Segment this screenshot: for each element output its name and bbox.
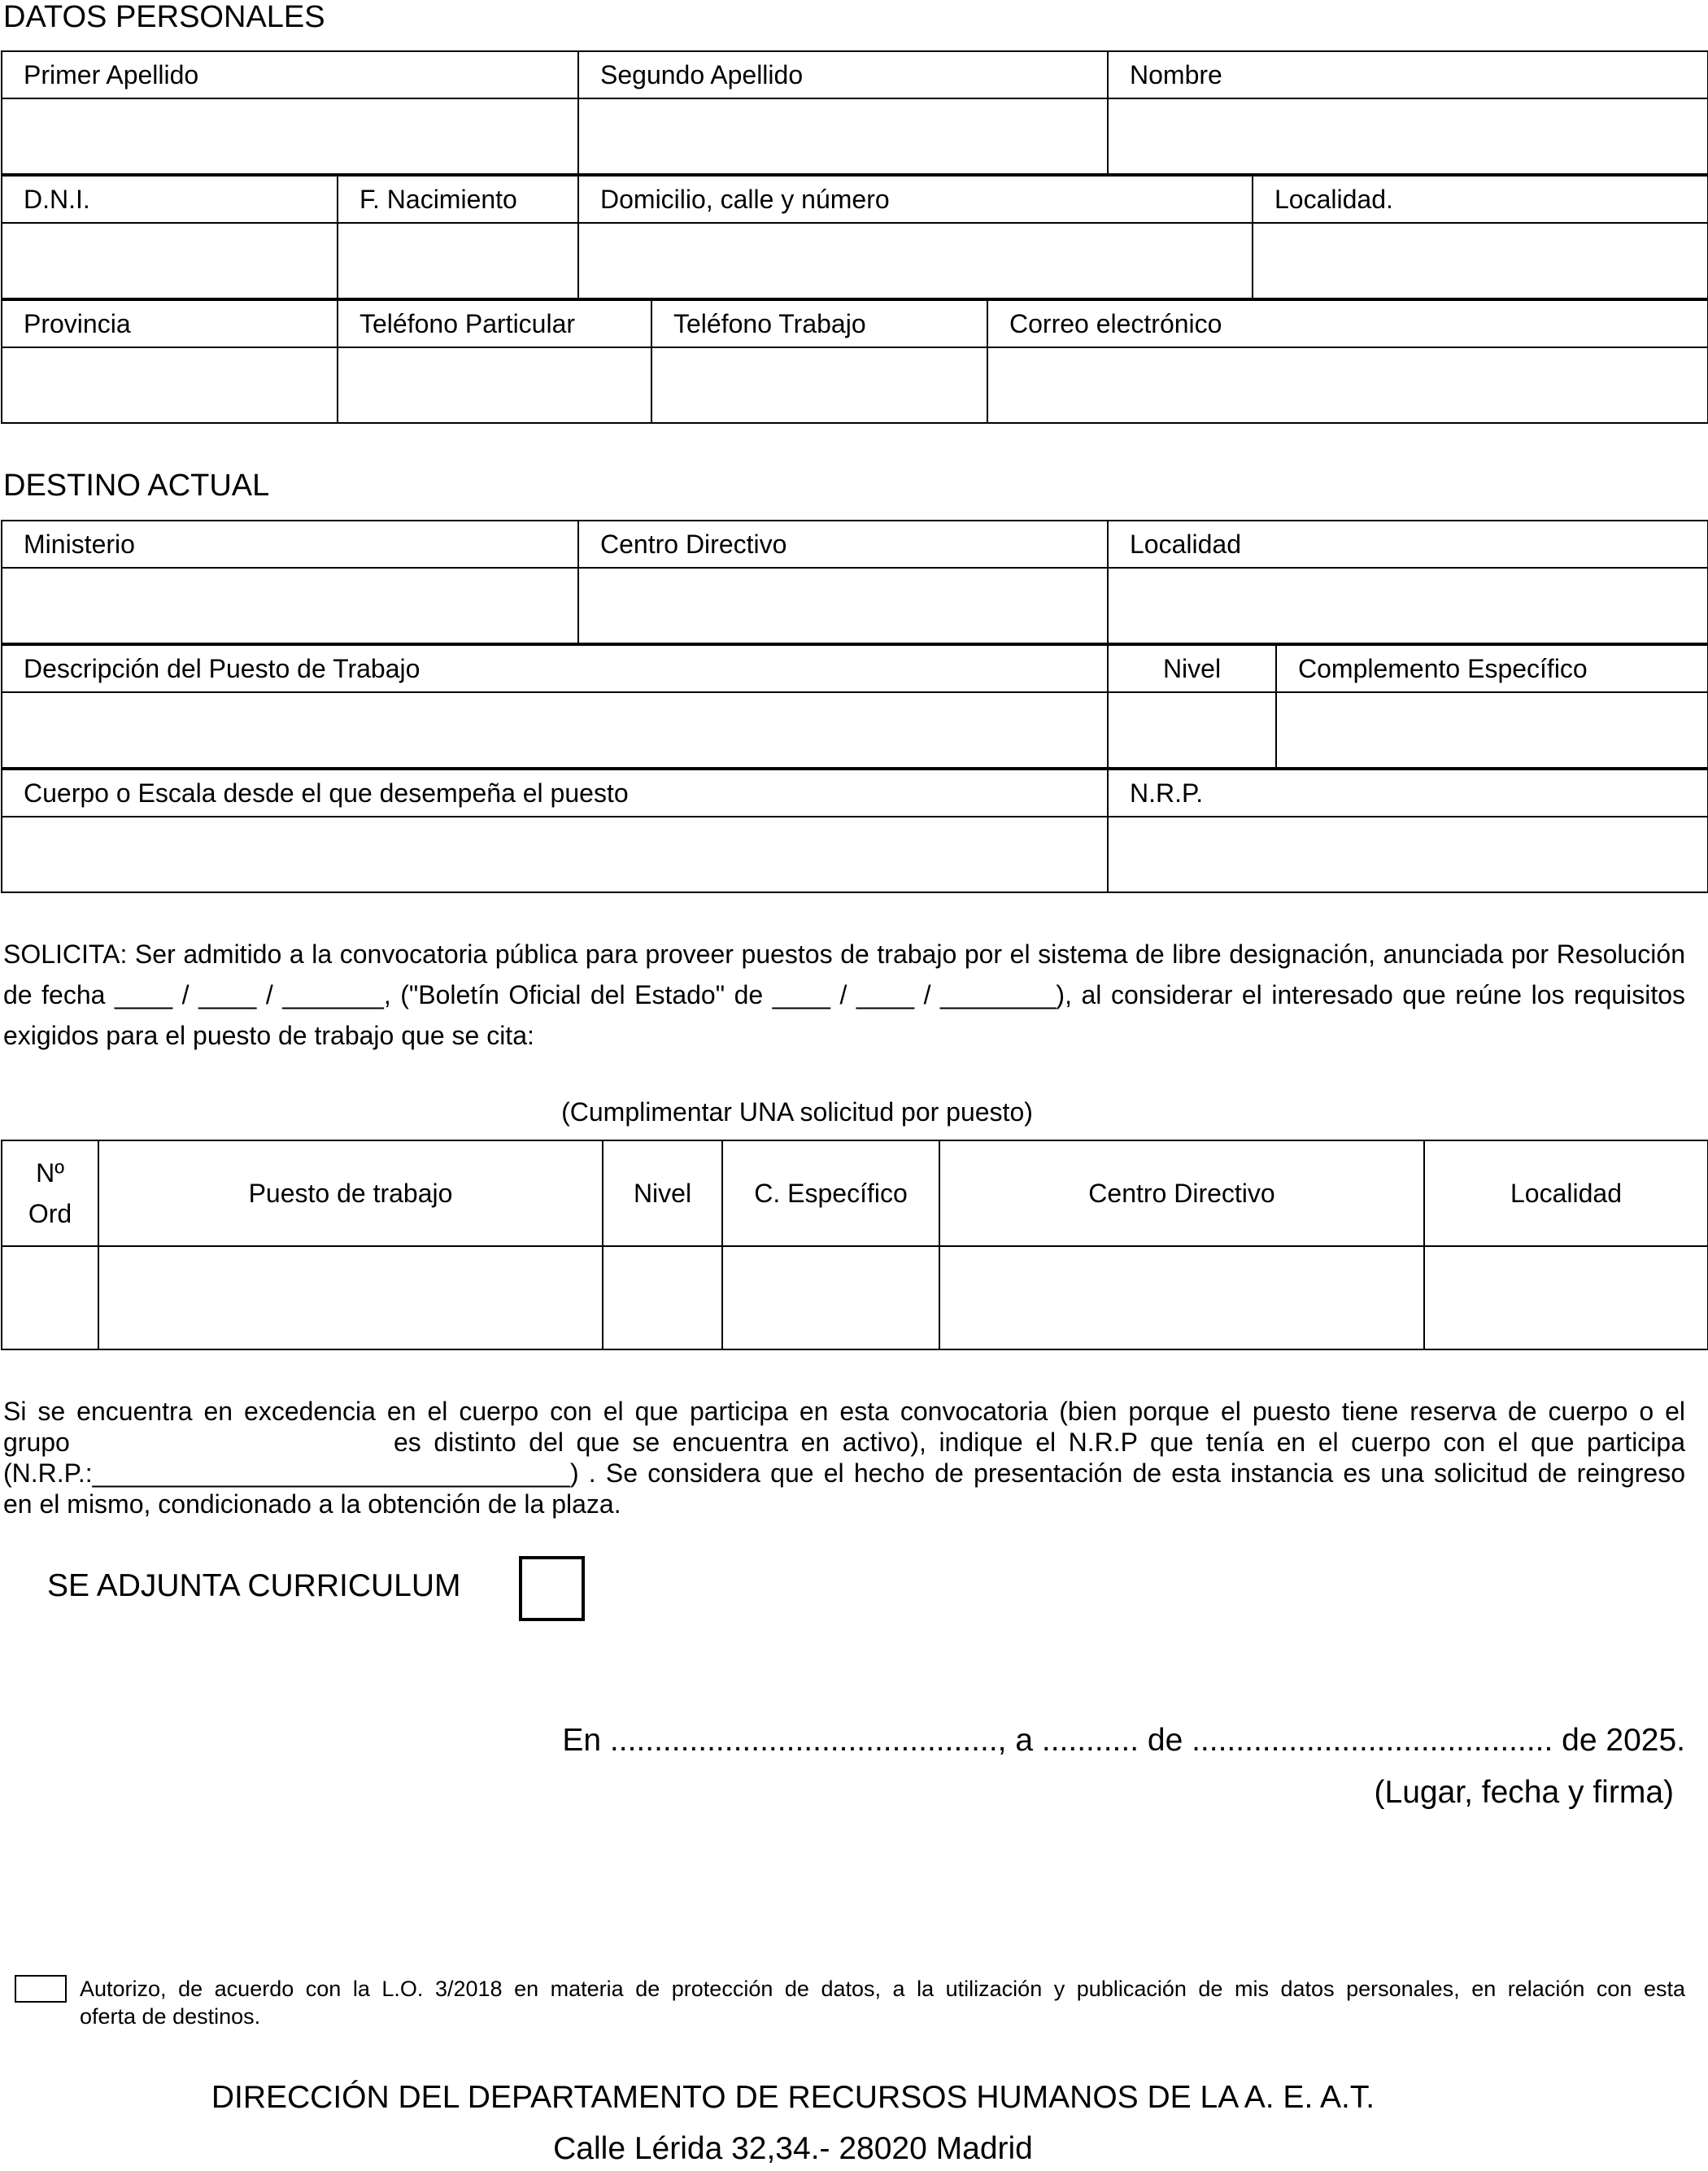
label-domicilio: Domicilio, calle y número <box>578 176 1253 223</box>
header-nivel: Nivel <box>603 1140 722 1246</box>
excedencia-line2-grupo: grupo <box>3 1428 70 1457</box>
label-telefono-trabajo: Teléfono Trabajo <box>651 300 987 347</box>
footer-direccion: DIRECCIÓN DEL DEPARTAMENTO DE RECURSOS HUMANOS DE LA A. E. A.T. <box>211 2080 1375 2115</box>
label-fecha-nacimiento: F. Nacimiento <box>338 176 578 223</box>
label-localidad-destino: Localidad <box>1108 521 1708 568</box>
label-descripcion-puesto: Descripción del Puesto de Trabajo <box>2 645 1108 692</box>
primer-apellido-field[interactable] <box>2 99 577 173</box>
label-provincia: Provincia <box>2 300 338 347</box>
correo-electronico-field[interactable] <box>988 348 1707 422</box>
nrp-field[interactable] <box>1109 817 1707 892</box>
header-num-ord: Nº Ord <box>2 1140 98 1246</box>
num-ord-field[interactable] <box>2 1247 98 1349</box>
puesto-nivel-field[interactable] <box>603 1247 721 1349</box>
provincia-field[interactable] <box>2 348 337 422</box>
destino-actual-row3 <box>1 769 1708 893</box>
solicita-line3: exigidos para el puesto de trabajo que se cita: <box>3 1021 534 1050</box>
fecha-nacimiento-field[interactable] <box>338 224 577 298</box>
solicita-paragraph <box>3 934 1685 1056</box>
puesto-table <box>1 1140 1708 1350</box>
label-localidad: Localidad. <box>1253 176 1708 223</box>
descripcion-puesto-field[interactable] <box>2 693 1107 767</box>
puesto-table-caption: (Cumplimentar UNA solicitud por puesto) <box>561 1097 1033 1127</box>
section-title-datos-personales: DATOS PERSONALES <box>3 0 325 34</box>
label-segundo-apellido: Segundo Apellido <box>578 51 1108 98</box>
section-title-destino-actual: DESTINO ACTUAL <box>3 469 270 503</box>
label-dni: D.N.I. <box>2 176 338 223</box>
label-primer-apellido: Primer Apellido <box>2 51 578 98</box>
excedencia-line2-rest: es distinto del que se encuentra en activo), indique el N.R.P que tenía en el cuerpo con el que participa <box>394 1428 1685 1457</box>
centro-directivo-field[interactable] <box>579 569 1107 643</box>
complemento-especifico-field[interactable] <box>1277 693 1707 767</box>
excedencia-line2 <box>3 1427 1685 1458</box>
label-nrp: N.R.P. <box>1108 769 1708 817</box>
header-localidad: Localidad <box>1424 1140 1708 1246</box>
puesto-centro-directivo-field[interactable] <box>940 1247 1423 1349</box>
label-nombre: Nombre <box>1108 51 1708 98</box>
footer-address: Calle Lérida 32,34.- 28020 Madrid <box>553 2131 1033 2166</box>
table-row <box>2 1246 1708 1349</box>
solicita-line1: SOLICITA: Ser admitido a la convocatoria pública para proveer puestos de trabajo por el sistema de libre designación, anunciada por Resolución <box>3 939 1685 969</box>
excedencia-line4: en el mismo, condicionado a la obtención de la plaza. <box>3 1489 621 1519</box>
nombre-field[interactable] <box>1109 99 1707 173</box>
label-complemento-especifico: Complemento Específico <box>1276 645 1708 692</box>
nivel-field[interactable] <box>1109 693 1275 767</box>
excedencia-paragraph <box>3 1396 1685 1519</box>
excedencia-line1: Si se encuentra en excedencia en el cuerpo con el que participa en esta convocatoria (bien porque el puesto tiene reserva de cuerpo o el <box>3 1397 1685 1426</box>
segundo-apellido-field[interactable] <box>579 99 1107 173</box>
label-telefono-particular: Teléfono Particular <box>338 300 651 347</box>
datos-personales-row2 <box>1 175 1708 299</box>
curriculum-label: SE ADJUNTA CURRICULUM <box>47 1568 461 1603</box>
datos-personales-row3 <box>1 299 1708 424</box>
domicilio-field[interactable] <box>579 224 1252 298</box>
dni-field[interactable] <box>2 224 337 298</box>
header-c-especifico: C. Específico <box>722 1140 939 1246</box>
label-nivel: Nivel <box>1108 645 1276 692</box>
label-cuerpo-escala: Cuerpo o Escala desde el que desempeña el puesto <box>2 769 1108 817</box>
puesto-trabajo-field[interactable] <box>99 1247 602 1349</box>
autorizo-line2: oferta de destinos. <box>80 2004 261 2029</box>
firma-caption: (Lugar, fecha y firma) <box>1374 1775 1674 1810</box>
autorizo-line1: Autorizo, de acuerdo con la L.O. 3/2018 en materia de protección de datos, a la utilización y publicación de mis datos personales, en relación con esta <box>80 1977 1685 2001</box>
destino-actual-row1 <box>1 520 1708 644</box>
autorizo-text <box>80 1975 1685 2030</box>
label-centro-directivo: Centro Directivo <box>578 521 1108 568</box>
label-ministerio: Ministerio <box>2 521 578 568</box>
solicita-line2: de fecha ____ / ____ / _______, ("Boletín Oficial del Estado" de ____ / ____ / ________), al considerar el interesado que reúne los requisitos <box>3 980 1685 1009</box>
autorizo-checkbox[interactable] <box>15 1975 67 2003</box>
ministerio-field[interactable] <box>2 569 577 643</box>
label-correo-electronico: Correo electrónico <box>987 300 1708 347</box>
header-centro-directivo: Centro Directivo <box>939 1140 1424 1246</box>
localidad-destino-field[interactable] <box>1109 569 1707 643</box>
destino-actual-row2 <box>1 644 1708 769</box>
datos-personales-row1 <box>1 50 1708 175</box>
cuerpo-escala-field[interactable] <box>2 817 1107 892</box>
firma-line: En ............................................, a ........... de ......................................... de 2025. <box>562 1723 1685 1758</box>
puesto-localidad-field[interactable] <box>1425 1247 1707 1349</box>
puesto-c-especifico-field[interactable] <box>723 1247 939 1349</box>
telefono-trabajo-field[interactable] <box>652 348 987 422</box>
telefono-particular-field[interactable] <box>338 348 651 422</box>
localidad-field[interactable] <box>1253 224 1707 298</box>
header-puesto-trabajo: Puesto de trabajo <box>98 1140 603 1246</box>
curriculum-checkbox[interactable] <box>519 1556 585 1621</box>
excedencia-line3: (N.R.P.:_________________________________) . Se considera que el hecho de presentación de esta instancia es una solicitud de reingreso <box>3 1458 1685 1488</box>
